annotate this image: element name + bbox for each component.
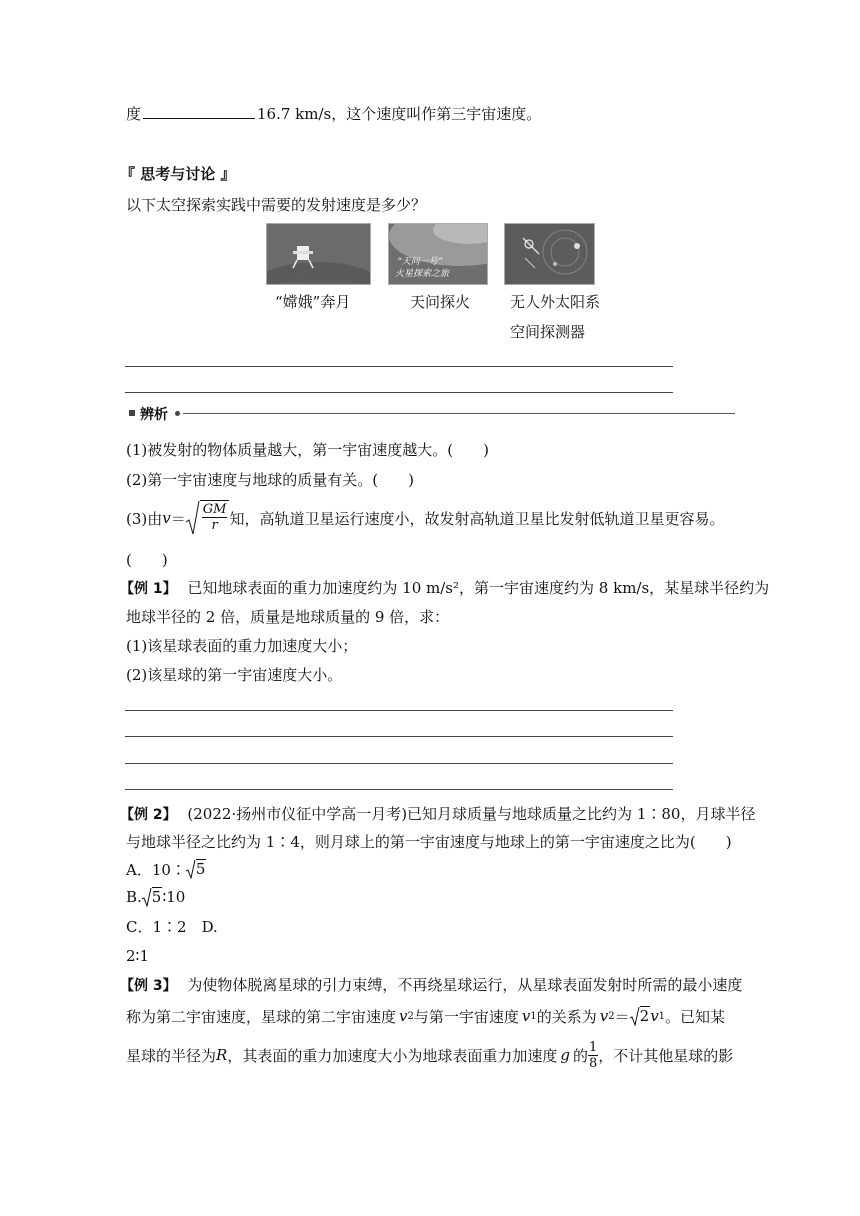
- v2-subscript: 2: [608, 1010, 615, 1022]
- analysis-header: [125, 404, 735, 424]
- one-eighth-fraction: [588, 1040, 598, 1071]
- answer-line[interactable]: [125, 710, 673, 711]
- photo-caption-lunar: “嫦娥”奔月: [275, 293, 351, 311]
- example3-text2a: 称为第二宇宙速度，星球的第二宇宙速度: [126, 1007, 397, 1026]
- example3-text1: 为使物体脱离星球的引力束缚，不再绕星球运行，从星球表面发射时所需的最小速度: [187, 976, 743, 994]
- analysis-item-3-paren: ( ): [126, 551, 168, 569]
- example3-text2d: 。已知某: [665, 1007, 726, 1026]
- velocity-symbol: v: [162, 509, 171, 527]
- example3-text2c: 的关系为: [536, 1007, 597, 1026]
- example3-text2b: 与第一宇宙速度: [413, 1007, 519, 1026]
- radius-symbol: R: [216, 1046, 228, 1064]
- example3-text3a: 星球的半径为: [126, 1046, 217, 1065]
- photo-caption-probe-line2: 空间探测器: [510, 323, 586, 341]
- option-a[interactable]: [126, 858, 206, 880]
- radical-sign-icon: [630, 1006, 640, 1026]
- option-b[interactable]: [126, 886, 185, 908]
- sqrt-expression: [186, 500, 230, 536]
- example2-line1: [120, 804, 755, 825]
- v2-symbol: v: [599, 1007, 609, 1025]
- example3-label: 【例 3】: [120, 978, 177, 994]
- example1-question-2: (2)该星球的第一宇宙速度大小。: [126, 666, 343, 684]
- answer-line[interactable]: [125, 736, 673, 737]
- example1-text1: 已知地球表面的重力加速度约为 10 m/s²，第一宇宙速度约为 8 km/s，某星球半径约为: [187, 579, 770, 597]
- example2-text1: (2022·扬州市仪征中学高一月考)已知月球质量与地球质量之比约为 1∶80，月球半径: [187, 805, 756, 823]
- example3-text3b: ，其表面的重力加速度大小为地球表面重力加速度: [227, 1046, 558, 1065]
- example1-question-1: (1)该星球表面的重力加速度大小；: [126, 637, 358, 655]
- example2-line2: 与地球半径之比约为 1∶4，则月球上的第一宇宙速度与地球上的第一宇宙速度之比为( ): [126, 833, 732, 851]
- analysis-item-1: (1)被发射的物体质量越大，第一宇宙速度越大。( ): [126, 441, 489, 459]
- continuation-line: [126, 103, 541, 124]
- answer-line[interactable]: [125, 392, 673, 393]
- item3-suffix: 知，高轨道卫星运行速度小，故发射高轨道卫星比发射低轨道卫星更容易。: [229, 509, 725, 528]
- v2-subscript: 2: [407, 1010, 414, 1022]
- option-a-prefix: A．10∶: [126, 860, 186, 879]
- example3-line1: [120, 975, 742, 996]
- analysis-item-3: [126, 498, 724, 538]
- dot-icon: [175, 411, 180, 416]
- continuation-prefix: 度: [126, 105, 142, 123]
- answer-line[interactable]: [125, 789, 673, 790]
- option-b-suffix: ∶10: [162, 888, 186, 906]
- lunar-lander-photo: [266, 223, 371, 285]
- deep-space-probe-photo: [504, 223, 595, 285]
- analysis-item-2: (2)第一宇宙速度与地球的质量有关。( ): [126, 471, 414, 489]
- option-d-value[interactable]: 2∶1: [126, 947, 149, 965]
- example3-text3c: 的: [572, 1046, 588, 1065]
- continuation-suffix: 16.7 km/s，这个速度叫作第三宇宙速度。: [257, 105, 542, 123]
- example2-label: 【例 2】: [120, 807, 177, 823]
- radical-sign-icon: [186, 500, 200, 536]
- example3-line2: [126, 1003, 725, 1029]
- radical-sign-icon: [186, 859, 196, 879]
- v1-symbol: v: [521, 1007, 531, 1025]
- photo-caption-probe-line1: 无人外太阳系: [510, 293, 601, 311]
- discussion-heading: 『 思考与讨论 』: [120, 165, 236, 183]
- analysis-divider: [183, 413, 735, 414]
- example3-text3d: ，不计其他星球的影: [598, 1046, 734, 1065]
- sqrt-radicand: 2: [639, 1007, 650, 1025]
- item3-prefix: (3)由: [126, 509, 163, 528]
- v1-subscript: 1: [658, 1010, 666, 1022]
- example1-line1: [120, 578, 769, 599]
- mars-overlay-line1: “天问一号”: [397, 257, 443, 267]
- square-bullet-icon: [129, 410, 135, 416]
- analysis-label: 辨析: [140, 407, 168, 423]
- fraction-denominator: 8: [588, 1055, 598, 1071]
- photo-caption-mars: 天问探火: [410, 293, 471, 311]
- mars-overlay-line2: 火星探索之旅: [395, 269, 450, 279]
- v1-subscript: 1: [530, 1010, 537, 1022]
- answer-line[interactable]: [125, 763, 673, 764]
- discussion-question: 以下太空探索实践中需要的发射速度是多少？: [126, 196, 427, 214]
- fraction-numerator: 1: [588, 1039, 598, 1055]
- option-b-radicand: 5: [151, 888, 162, 906]
- example1-label: 【例 1】: [120, 581, 177, 597]
- example3-line3: [126, 1037, 733, 1073]
- equals-sign: ＝: [170, 509, 186, 528]
- v2-symbol: v: [399, 1007, 408, 1025]
- answer-line[interactable]: [125, 366, 673, 367]
- mars-probe-photo: [388, 223, 488, 285]
- option-c-d[interactable]: C．1∶2 D.: [126, 918, 218, 936]
- answer-blank[interactable]: [143, 103, 255, 119]
- example1-line2: 地球半径的 2 倍，质量是地球质量的 9 倍，求：: [126, 608, 450, 626]
- equals-sign: ＝: [614, 1007, 630, 1026]
- radical-sign-icon: [142, 887, 152, 907]
- v1-symbol: v: [650, 1007, 659, 1025]
- option-a-radicand: 5: [195, 860, 206, 878]
- gravity-symbol: g: [560, 1046, 570, 1064]
- fraction-denominator: r: [211, 518, 218, 533]
- fraction-numerator: GM: [202, 502, 227, 517]
- option-b-prefix: B.: [126, 888, 142, 906]
